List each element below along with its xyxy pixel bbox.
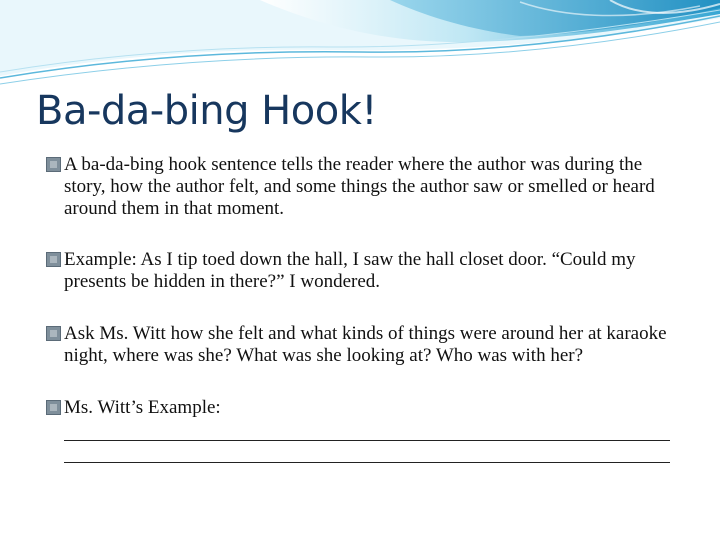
bullet-item [46, 154, 686, 220]
bullet-square-icon [46, 326, 61, 341]
slide-title: Ba-da-bing Hook! [36, 88, 377, 134]
bullet-item [46, 397, 686, 463]
bullet-square-icon [46, 252, 61, 267]
bullet-item [46, 249, 686, 293]
bullet-text: Ask Ms. Witt how she felt and what kinds of things were around her at karaoke night, where was she? What was she looking at? Who was with her? [64, 323, 667, 366]
header-wave-decoration [0, 0, 720, 95]
bullet-square-icon [46, 400, 61, 415]
bullet-text: Ms. Witt’s Example: [64, 397, 221, 418]
bullet-text: Example: As I tip toed down the hall, I saw the hall closet door. “Could my presents be hidden in there?” I wondered. [64, 249, 636, 292]
answer-blank-line [64, 419, 670, 441]
bullet-item [46, 323, 686, 367]
answer-blank-line [64, 441, 670, 463]
bullet-square-icon [46, 157, 61, 172]
bullet-list [46, 154, 686, 492]
bullet-text: A ba-da-bing hook sentence tells the reader where the author was during the story, how the author felt, and some things the author saw or smelled or heard around them in that moment. [64, 154, 655, 219]
